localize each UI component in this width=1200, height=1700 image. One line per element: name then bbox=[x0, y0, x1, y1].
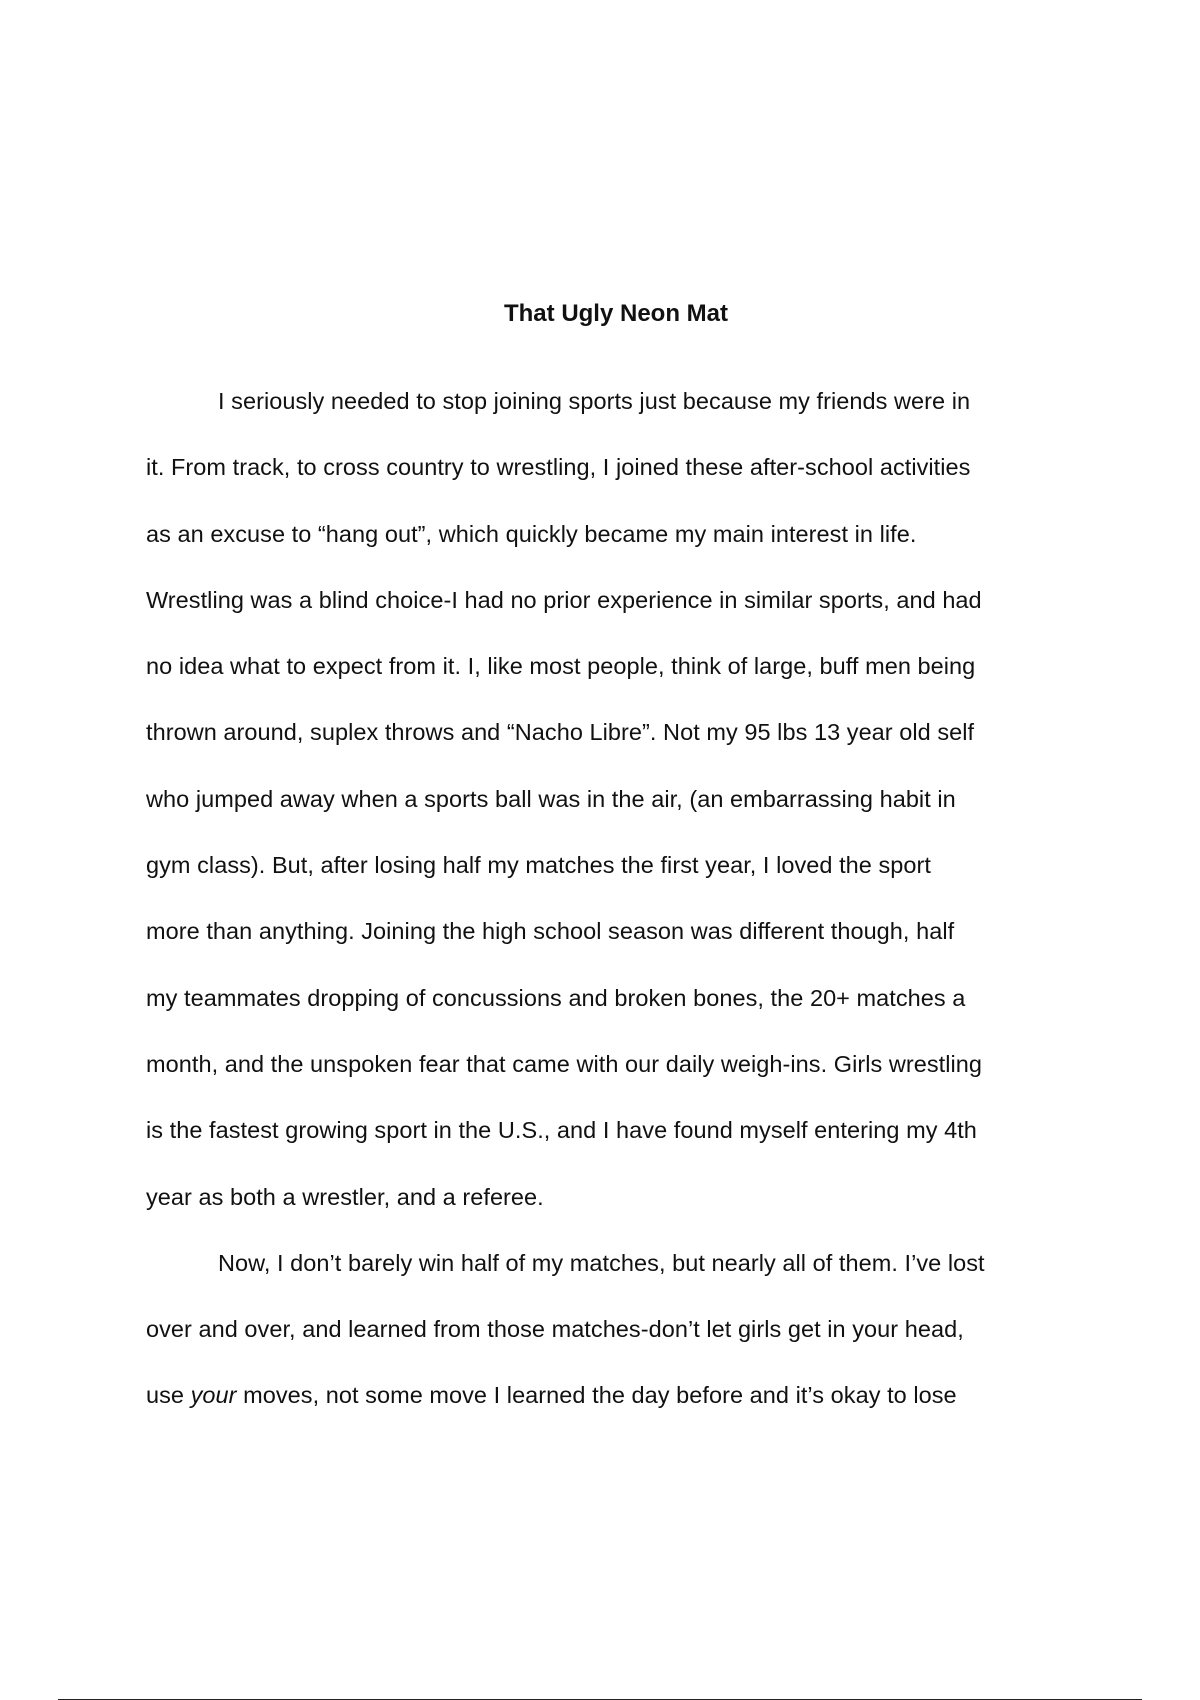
document-title: That Ugly Neon Mat bbox=[503, 300, 728, 327]
paragraph-line: no idea what to expect from it. I, like most people, think of large, buff men being bbox=[146, 653, 976, 680]
paragraph-line bbox=[146, 1362, 1086, 1428]
paragraph-1 bbox=[146, 368, 1086, 1230]
paragraph-line: more than anything. Joining the high school season was different though, half bbox=[146, 918, 955, 945]
paragraph-line: as an excuse to “hang out”, which quickly became my main interest in life. bbox=[146, 520, 917, 547]
paragraph-line: thrown around, suplex throws and “Nacho Libre”. Not my 95 lbs 13 year old self bbox=[146, 719, 975, 746]
paragraph-line: is the fastest growing sport in the U.S., and I have found myself entering my 4th bbox=[146, 1117, 977, 1144]
emphasized-text: your bbox=[190, 1382, 237, 1409]
paragraph-line: who jumped away when a sports ball was in the air, (an embarrassing habit in bbox=[146, 785, 956, 812]
paragraph-line: over and over, and learned from those matches-don’t let girls get in your head, bbox=[146, 1316, 964, 1343]
text-run: moves, not some move I learned the day before and it’s okay to lose bbox=[236, 1382, 957, 1409]
paragraph-line: I seriously needed to stop joining sports just because my friends were in bbox=[218, 388, 971, 414]
paragraph-line: year as both a wrestler, and a referee. bbox=[146, 1183, 544, 1210]
paragraph-line: it. From track, to cross country to wrestling, I joined these after-school activities bbox=[146, 454, 971, 481]
text-run: use bbox=[146, 1382, 191, 1409]
paragraph-line: my teammates dropping of concussions and broken bones, the 20+ matches a bbox=[146, 984, 966, 1011]
paragraph-2 bbox=[146, 1230, 1086, 1429]
paragraph-line: Now, I don’t barely win half of my matches, but nearly all of them. I’ve lost bbox=[218, 1249, 985, 1276]
paragraph-line: month, and the unspoken fear that came with our daily weigh-ins. Girls wrestling bbox=[146, 1050, 983, 1077]
paragraph-line: gym class). But, after losing half my matches the first year, I loved the sport bbox=[146, 852, 931, 879]
paragraph-line: Wrestling was a blind choice-I had no prior experience in similar sports, and had bbox=[146, 586, 982, 613]
document-body bbox=[146, 296, 1086, 1429]
